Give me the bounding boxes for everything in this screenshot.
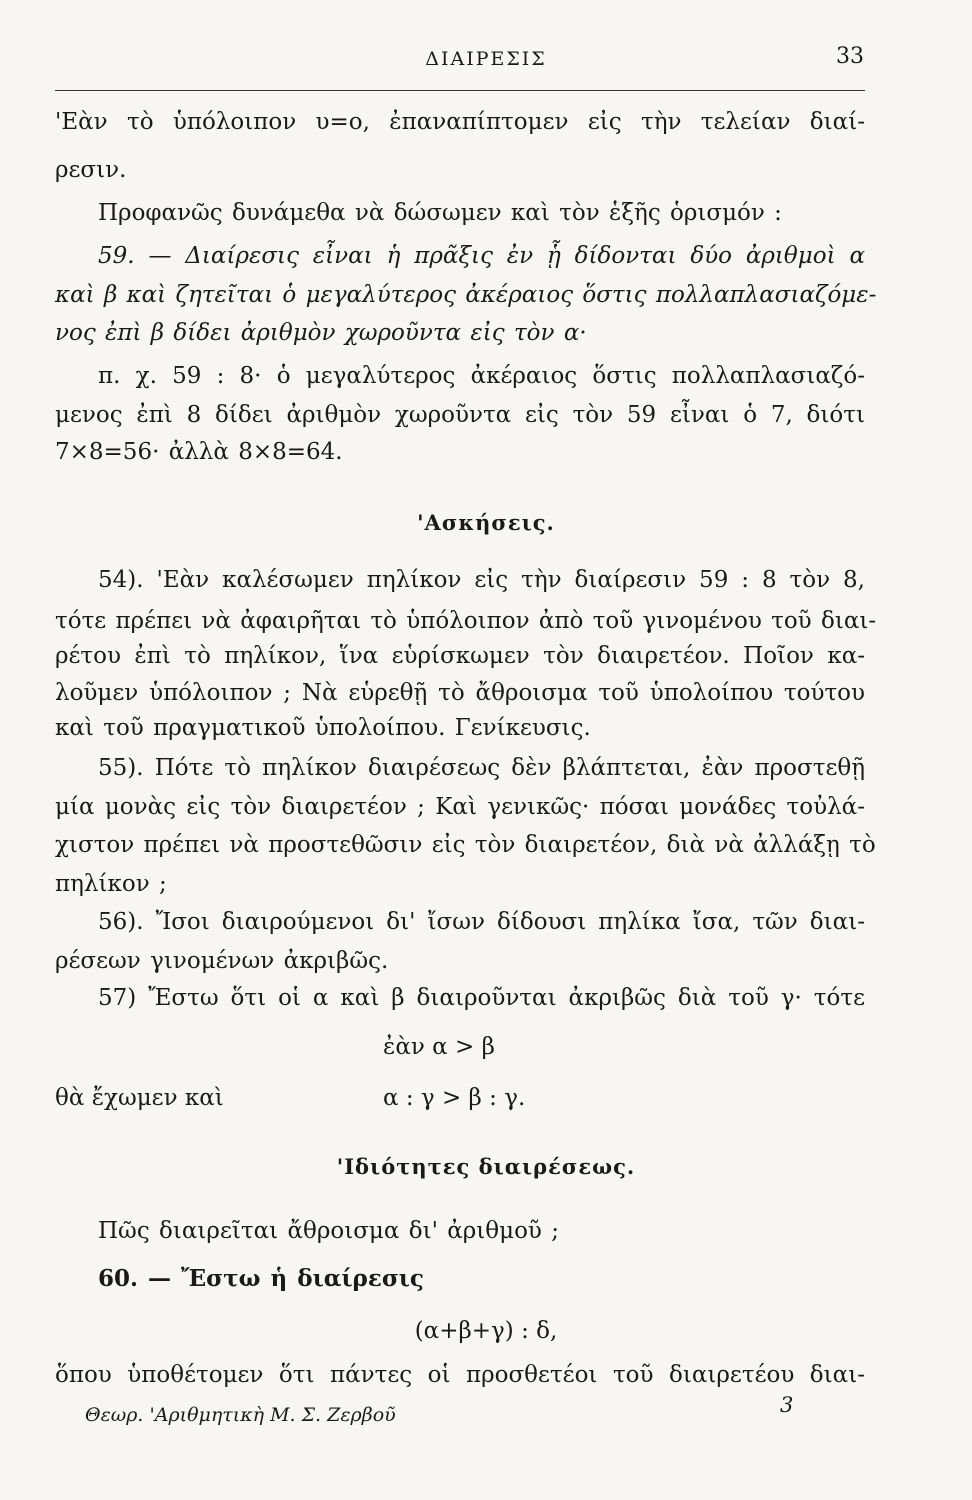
running-header-title: ΔΙΑΙΡΕΣΙΣ [425,48,547,70]
exercise-line: λοῦμεν ὑπόλοιπον ; Νὰ εὑρεθῇ τὸ ἄθροισμα τοῦ ὑπολοίπου τούτου [55,680,865,706]
math-then-label: θὰ ἔχωμεν καὶ [55,1085,224,1111]
text-line: ρεσιν. [55,157,127,183]
exercise-line: μία μονὰς εἰς τὸν διαιρετέον ; Καὶ γενικῶς· πόσαι μονάδες τοὐλά- [55,794,865,820]
section-60-line: 60. — Ἔστω ἡ διαίρεσις [98,1265,424,1292]
example-line: π. χ. 59 : 8· ὁ μεγαλύτερος ἀκέραιος ὅστις πολλαπλασιαζό- [98,363,865,389]
signature-mark: 3 [780,1393,794,1417]
exercise-line: 57) Ἔστω ὅτι οἱ α καὶ β διαιροῦνται ἀκριβῶς διὰ τοῦ γ· τότε [98,985,865,1011]
definition-line: 59. — Διαίρεσις εἶναι ἡ πρᾶξις ἐν ᾗ δίδονται δύο ἀριθμοὶ α [98,243,865,269]
definition-line: νος ἐπὶ β δίδει ἀριθμὸν χωροῦντα εἰς τὸν α· [55,320,587,346]
formula-line: (α+β+γ) : δ, [414,1318,558,1344]
exercise-line: χιστον πρέπει νὰ προστεθῶσιν εἰς τὸν διαιρετέον, διὰ νὰ ἀλλάξῃ τὸ [55,832,876,858]
text-line: 'Εὰν τὸ ὑπόλοιπον υ=ο, ἐπαναπίπτομεν εἰς τὴν τελείαν διαί- [55,109,865,135]
text-line: ὅπου ὑποθέτομεν ὅτι πάντες οἱ προσθετέοι τοῦ διαιρετέου διαι- [55,1362,865,1388]
text-line: Προφανῶς δυνάμεθα νὰ δώσωμεν καὶ τὸν ἑξῆς ὁρισμόν : [98,200,782,226]
exercise-line: ρέσεων γινομένων ἀκριβῶς. [55,948,389,974]
exercise-line: 54). 'Εὰν καλέσωμεν πηλίκον εἰς τὴν διαίρεσιν 59 : 8 τὸν 8, [98,567,865,593]
header-rule [55,90,865,91]
exercise-line: 56). Ἴσοι διαιρούμενοι δι' ἴσων δίδουσι πηλίκα ἴσα, τῶν διαι- [98,909,865,935]
example-line: 7×8=56· ἀλλὰ 8×8=64. [55,439,343,465]
definition-line: καὶ β καὶ ζητεῖται ὁ μεγαλύτερος ἀκέραιος ὅστις πολλαπλασιαζόμε- [55,282,877,308]
footer-source: Θεωρ. 'Αριθμητικὴ Μ. Σ. Ζερβοῦ [85,1404,396,1426]
math-if-line: ἐὰν α > β [383,1034,495,1060]
exercise-line: ρέτου ἐπὶ τὸ πηλίκον, ἵνα εὑρίσκωμεν τὸν διαιρετέον. Ποῖον κα- [55,643,865,669]
exercise-line: τότε πρέπει νὰ ἀφαιρῆται τὸ ὑπόλοιπον ἀπὸ τοῦ γινομένου τοῦ διαι- [55,608,877,634]
properties-heading: 'Ιδιότητες διαιρέσεως. [336,1154,636,1179]
question-line: Πῶς διαιρεῖται ἄθροισμα δι' ἀριθμοῦ ; [98,1218,559,1244]
example-line: μενος ἐπὶ 8 δίδει ἀριθμὸν χωροῦντα εἰς τὸν 59 εἶναι ὁ 7, διότι [55,402,865,428]
exercise-line: πηλίκον ; [55,871,167,897]
page-number: 33 [836,44,864,69]
exercise-line: καὶ τοῦ πραγματικοῦ ὑπολοίπου. Γενίκευσις. [55,715,591,741]
math-then-expr: α : γ > β : γ. [383,1085,526,1111]
exercises-heading: 'Ασκήσεις. [417,510,555,535]
exercise-line: 55). Πότε τὸ πηλίκον διαιρέσεως δὲν βλάπτεται, ἐὰν προστεθῇ [98,755,865,781]
